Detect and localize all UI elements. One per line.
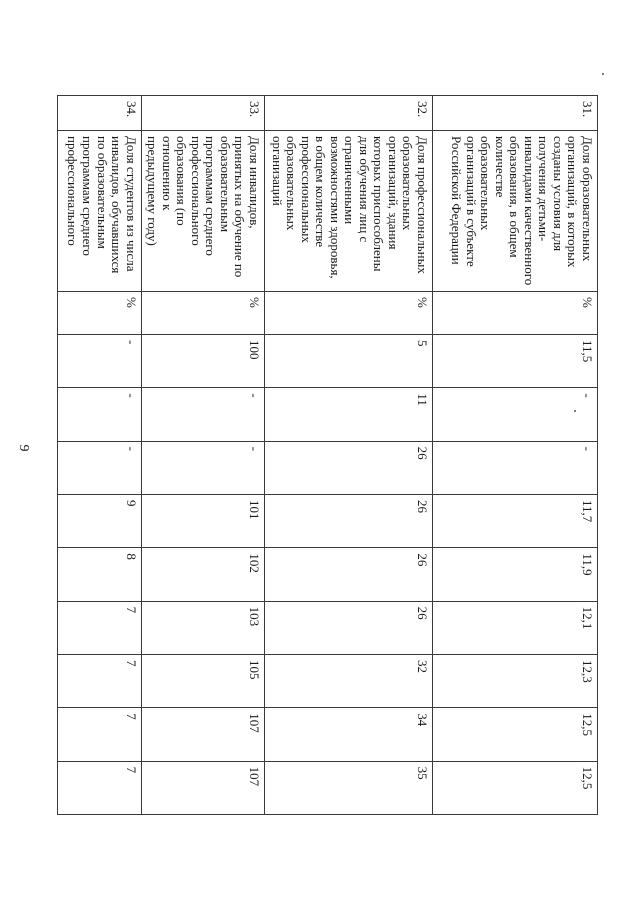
value-cell: 7 xyxy=(57,708,141,761)
table-row xyxy=(433,96,598,815)
value-cell: - xyxy=(141,388,264,441)
row-number: 33. xyxy=(141,96,264,131)
value-cell: 107 xyxy=(141,708,264,761)
value-cell: 100 xyxy=(141,335,264,388)
value-cell: 8 xyxy=(57,548,141,601)
value-cell: 11,7 xyxy=(433,494,598,547)
value-cell: 12,5 xyxy=(433,708,598,761)
value-cell: 12,1 xyxy=(433,601,598,654)
value-cell: - xyxy=(141,441,264,494)
value-cell: 7 xyxy=(57,654,141,707)
value-cell: 105 xyxy=(141,654,264,707)
value-cell: 11,9 xyxy=(433,548,598,601)
value-cell: 12,3 xyxy=(433,654,598,707)
table-row xyxy=(265,96,433,815)
rotated-table-container xyxy=(65,95,598,815)
value-cell: 34 xyxy=(265,708,433,761)
table-row xyxy=(141,96,264,815)
value-cell: 35 xyxy=(265,761,433,814)
value-cell: 26 xyxy=(265,548,433,601)
indicator-name: Доля инвалидов, принятых на обучение по образовательным программам среднего профессионального образования (по отношению к предыдущему году) xyxy=(141,131,264,292)
value-cell: - xyxy=(433,388,598,441)
value-cell: 103 xyxy=(141,601,264,654)
value-cell: 5 xyxy=(265,335,433,388)
value-cell: 26 xyxy=(265,441,433,494)
row-number: 32. xyxy=(265,96,433,131)
value-cell: 7 xyxy=(57,601,141,654)
value-cell: 9 xyxy=(57,494,141,547)
value-cell: 26 xyxy=(265,601,433,654)
value-cell: 102 xyxy=(141,548,264,601)
value-cell: 32 xyxy=(265,654,433,707)
page-number: 9 xyxy=(16,444,31,452)
value-cell: - xyxy=(57,388,141,441)
indicator-name: Доля студентов из числа инвалидов, обучавшихся по образовательным программам среднего профессионального xyxy=(57,131,141,292)
unit-cell: % xyxy=(57,292,141,335)
value-cell: - xyxy=(57,335,141,388)
value-cell: - xyxy=(57,441,141,494)
indicator-name: Доля образовательных организаций, в которых созданы условия для получения детьми-инвалидами качественного образования, в общем количестве образовательных организаций в субъекте Российской Федерации xyxy=(433,131,598,292)
row-number: 34. xyxy=(57,96,141,131)
value-cell: 26 xyxy=(265,494,433,547)
row-number: 31. xyxy=(433,96,598,131)
value-cell: 11,5 xyxy=(433,335,598,388)
value-cell: 11 xyxy=(265,388,433,441)
indicator-name: Доля профессиональных образовательных организаций, здания которых приспособлены для обучения лиц с ограниченными возможностями здоровья, в общем количестве профессиональных образовательных организаций xyxy=(265,131,433,292)
value-cell: 7 xyxy=(57,761,141,814)
value-cell: 12,5 xyxy=(433,761,598,814)
table-row xyxy=(57,96,141,815)
value-cell: 107 xyxy=(141,761,264,814)
indicators-table xyxy=(57,95,598,815)
unit-cell: % xyxy=(141,292,264,335)
value-cell: - xyxy=(433,441,598,494)
unit-cell: % xyxy=(265,292,433,335)
value-cell: 101 xyxy=(141,494,264,547)
scan-speck xyxy=(602,73,604,75)
unit-cell: % xyxy=(433,292,598,335)
